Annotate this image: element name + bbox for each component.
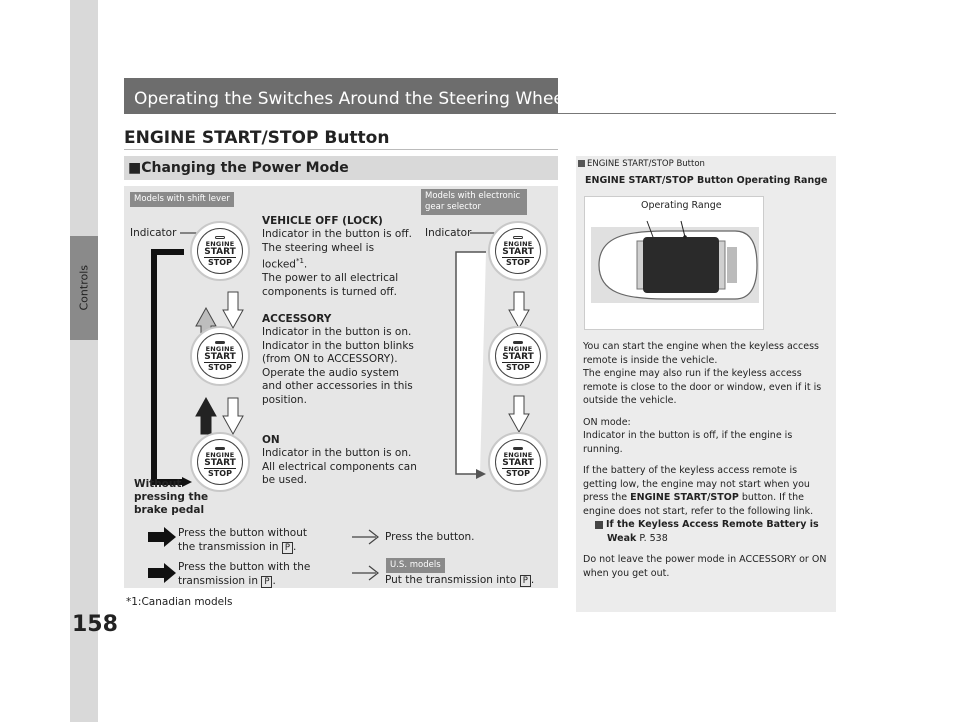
badge-us-models: U.S. models: [386, 558, 445, 573]
indicator-label-right: Indicator: [425, 227, 472, 239]
badge-shift-lever: Models with shift lever: [130, 192, 234, 207]
arrow-down-right-2: [509, 396, 529, 432]
engine-button-on-left: ENGINE START STOP: [190, 432, 250, 492]
legend-item-press-button: Press the button.: [385, 531, 475, 543]
heading-title: ■Changing the Power Mode: [128, 160, 349, 176]
operating-range-figure: [584, 196, 764, 330]
ref-square-icon: [578, 160, 585, 167]
legend-item-with-p: Press the button with the transmission in P .: [178, 561, 311, 587]
mode-on-description: ON Indicator in the button is on. All electrical components can be used.: [262, 434, 417, 486]
legend-item-without-p: Press the button without the transmission in P .: [178, 527, 307, 553]
engine-button-accessory-left: ENGINE START STOP: [190, 326, 250, 386]
car-top-view-illustration: [585, 197, 765, 331]
operating-range-caption: Operating Range: [641, 200, 722, 211]
operating-range-area: [643, 237, 719, 293]
link-arrow-icon: [595, 521, 603, 529]
engine-button-off-right: ENGINE START STOP: [488, 221, 548, 281]
without-brake-label: Without pressing the brake pedal: [134, 478, 209, 516]
indicator-label-left: Indicator: [130, 227, 177, 239]
arrow-down-1: [223, 292, 243, 328]
subsection-title: ENGINE START/STOP Button: [124, 128, 390, 148]
bracket-right: [456, 252, 486, 474]
engine-button-off-left: ENGINE START STOP: [190, 221, 250, 281]
badge-electronic-gear: Models with electronic gear selector: [421, 189, 527, 215]
engine-button-on-right: ENGINE START STOP: [488, 432, 548, 492]
engine-button-accessory-right: ENGINE START STOP: [488, 326, 548, 386]
legend-arrow-thick-1: [148, 527, 176, 547]
legend-arrow-thin-1: [352, 530, 378, 544]
footnote: *1:Canadian models: [126, 596, 233, 608]
bracket-with-brake-left: [154, 252, 184, 482]
subsection-divider: [124, 149, 558, 150]
arrow-down-right-1: [509, 292, 529, 328]
side-tab-label: Controls: [77, 265, 91, 311]
page-number: 158: [72, 612, 118, 637]
notes-body: You can start the engine when the keyless access remote is inside the vehicle. The engine may also run if the keyless access remote is close to the door or window, even if it is outside the vehicle. ON mode: Indicator in the button is off, if the engine is running. If the battery of the keyless access remote is getting low, the engine may not start when you press the ENGINE START/STOP button. If the engine does not start, refer to the following link. If the Keyless Access Remote Battery is Weak P. 538 Do not leave the power mode in ACCESSORY or ON when you get out.: [583, 340, 831, 580]
notes-range-title: ENGINE START/STOP Button Operating Range: [585, 175, 828, 186]
legend-arrow-thin-2: [352, 566, 378, 580]
notes-ref-label: ENGINE START/STOP Button: [578, 159, 705, 169]
section-divider: [558, 113, 836, 114]
arrow-down-2: [223, 398, 243, 434]
notes-link[interactable]: If the Keyless Access Remote Battery is Weak P. 538: [583, 518, 831, 545]
section-title: Operating the Switches Around the Steering Wheel: [134, 89, 569, 109]
mode-off-description: VEHICLE OFF (LOCK) Indicator in the button is off. The steering wheel is locked$^{*1}$. The power to all electrical components is turned off.: [262, 215, 412, 298]
legend-arrow-thick-2: [148, 563, 176, 583]
legend-item-put-p: Put the transmission into P .: [385, 574, 535, 586]
mode-accessory-description: ACCESSORY Indicator in the button is on. Indicator in the button blinks (from ON to ACCESSORY). Operate the audio system and other accessories in this position.: [262, 313, 414, 406]
arrow-up-2: [196, 398, 216, 434]
